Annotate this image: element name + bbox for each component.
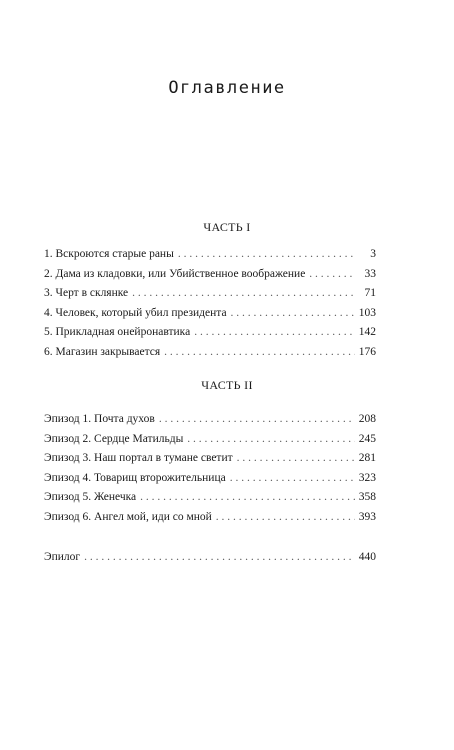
dot-leader	[178, 248, 356, 260]
toc-entry-page: 176	[358, 345, 376, 358]
toc-entry[interactable]	[44, 326, 376, 346]
toc-entry-page: 3	[370, 248, 376, 260]
toc-entry[interactable]	[44, 413, 376, 433]
dot-leader	[140, 491, 355, 503]
dot-leader	[216, 511, 355, 523]
toc-entry-title: 5. Прикладная онейронавтика	[44, 326, 191, 338]
epilogue-list	[44, 551, 376, 571]
dot-leader	[237, 452, 355, 464]
toc-entry-page: 358	[358, 491, 376, 503]
toc-entry-page: 245	[358, 432, 376, 445]
toc-entry[interactable]	[44, 511, 376, 531]
dot-leader	[194, 326, 355, 338]
dot-leader	[132, 287, 356, 299]
dot-leader	[231, 307, 355, 319]
part-2-heading: ЧАСТЬ II	[201, 378, 253, 392]
toc-entry[interactable]	[44, 346, 376, 366]
toc-entry-title: 1. Вскроются старые раны	[44, 248, 174, 260]
toc-entry-page: 393	[358, 510, 376, 523]
toc-entry[interactable]	[44, 472, 376, 492]
toc-entry[interactable]	[44, 307, 376, 327]
toc-entry-title: 3. Черт в склянке	[44, 287, 129, 299]
toc-entry-title: Эпизод 3. Наш портал в тумане светит	[44, 452, 233, 464]
dot-leader	[159, 413, 355, 425]
toc-entry-page: 142	[358, 326, 376, 338]
toc-entry[interactable]	[44, 248, 376, 268]
toc-entry-page: 33	[364, 267, 376, 280]
toc-entry[interactable]	[44, 491, 376, 511]
dot-leader	[187, 433, 354, 445]
toc-entry-title: Эпизод 5. Женечка	[44, 491, 137, 503]
toc-entry-title: Эпизод 6. Ангел мой, иди со мной	[44, 510, 212, 523]
toc-entry-title: 6. Магазин закрывается	[44, 345, 161, 358]
toc-entry-page: 440	[358, 551, 376, 563]
dot-leader	[230, 472, 355, 484]
toc-entry[interactable]	[44, 433, 376, 453]
toc-entry[interactable]	[44, 268, 376, 288]
toc-entry-title: 2. Дама из кладовки, или Убийственное воображение	[44, 267, 306, 280]
toc-entry-title: Эпизод 2. Сердце Матильды	[44, 432, 184, 445]
part-1-list	[44, 248, 376, 365]
toc-entry-epilogue[interactable]	[44, 551, 376, 571]
toc-entry-page: 103	[358, 306, 376, 319]
toc-entry-page: 71	[364, 287, 376, 299]
toc-entry-title: Эпилог	[44, 551, 81, 563]
part-1-heading: ЧАСТЬ I	[203, 220, 251, 234]
toc-entry-page: 323	[358, 471, 376, 484]
toc-entry-title: Эпизод 4. Товарищ второжительница	[44, 471, 226, 484]
dot-leader	[309, 268, 356, 280]
dot-leader	[164, 346, 355, 358]
toc-entry[interactable]	[44, 452, 376, 472]
toc-entry[interactable]	[44, 287, 376, 307]
toc-entry-page: 208	[358, 413, 376, 425]
page-title: Оглавление	[168, 78, 286, 98]
part-2-list	[44, 413, 376, 530]
toc-entry-title: 4. Человек, который убил президента	[44, 306, 227, 319]
dot-leader	[84, 551, 355, 563]
toc-entry-page: 281	[358, 452, 376, 464]
toc-entry-title: Эпизод 1. Почта духов	[44, 413, 155, 425]
